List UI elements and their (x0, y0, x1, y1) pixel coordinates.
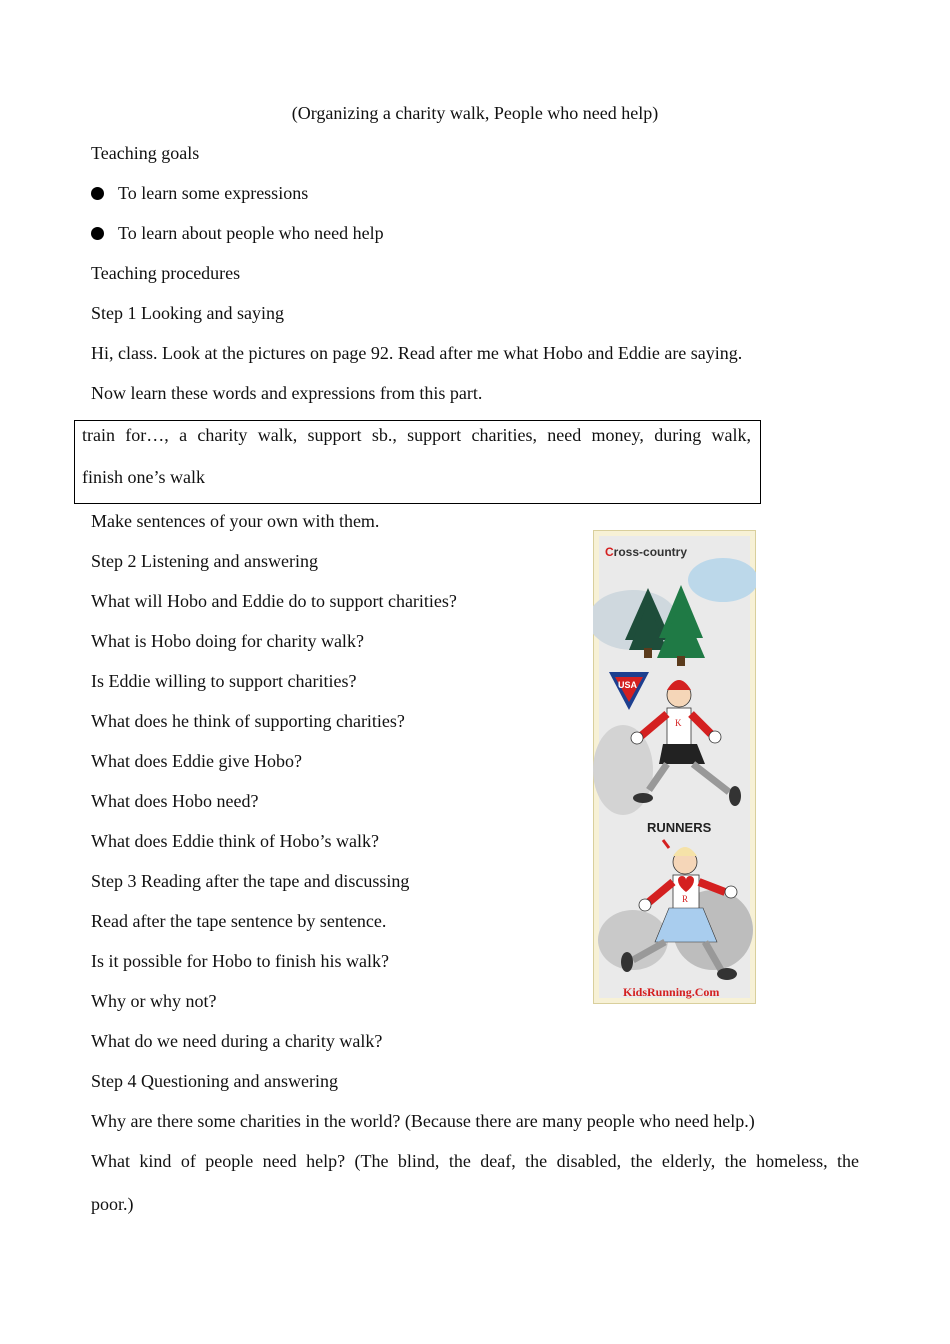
paragraph: Read after the tape sentence by sentence. (91, 911, 387, 931)
svg-text:R: R (682, 894, 689, 904)
svg-text:K: K (675, 718, 682, 728)
svg-text:USA: USA (618, 680, 638, 690)
cross-country-runners-illustration (593, 530, 756, 1004)
question: What does Eddie think of Hobo’s walk? (91, 831, 379, 851)
question: Is it possible for Hobo to finish his walk? (91, 951, 389, 971)
question: What is Hobo doing for charity walk? (91, 631, 364, 651)
paragraph: Now learn these words and expressions from this part. (91, 383, 483, 403)
label-initial: C (605, 545, 614, 559)
step-heading: Step 3 Reading after the tape and discussing (91, 871, 410, 891)
goal-text: To learn about people who need help (118, 223, 384, 243)
step-heading: Step 2 Listening and answering (91, 551, 318, 571)
question: What do we need during a charity walk? (91, 1031, 383, 1051)
step-heading: Step 1 Looking and saying (91, 303, 284, 323)
expressions-box (74, 420, 761, 504)
question: Why are there some charities in the world? (Because there are many people who need help.) (91, 1111, 755, 1131)
svg-text:Cross-country (605, 545, 687, 559)
procedures-heading: Teaching procedures (91, 263, 241, 283)
goal-text: To learn some expressions (118, 183, 309, 203)
expressions-line: finish one’s walk (82, 467, 205, 487)
bullet-icon (91, 187, 104, 200)
question: What does he think of supporting charities? (91, 711, 405, 731)
goals-heading: Teaching goals (91, 143, 200, 163)
bullet-icon (91, 227, 104, 240)
kidsrunning-label: KidsRunning.Com (623, 985, 720, 999)
question-continuation: poor.) (91, 1194, 134, 1214)
goal-item (91, 222, 384, 244)
question: Why or why not? (91, 991, 217, 1011)
label-rest: ross-country (613, 545, 688, 559)
question: Is Eddie willing to support charities? (91, 671, 357, 691)
paragraph: Hi, class. Look at the pictures on page 92. Read after me what Hobo and Eddie are saying. (91, 343, 743, 363)
step-heading: Step 4 Questioning and answering (91, 1071, 338, 1091)
page-title: (Organizing a charity walk, People who need help) (291, 103, 659, 123)
question: What kind of people need help? (The blind, the deaf, the disabled, the elderly, the homeless, the (91, 1151, 859, 1171)
goal-item (91, 182, 308, 204)
question: What does Hobo need? (91, 791, 259, 811)
question: What does Eddie give Hobo? (91, 751, 302, 771)
question: What will Hobo and Eddie do to support charities? (91, 591, 457, 611)
runners-label: RUNNERS (647, 820, 712, 835)
expressions-line: train for…, a charity walk, support sb., support charities, need money, during walk, (82, 425, 751, 445)
paragraph: Make sentences of your own with them. (91, 511, 380, 531)
